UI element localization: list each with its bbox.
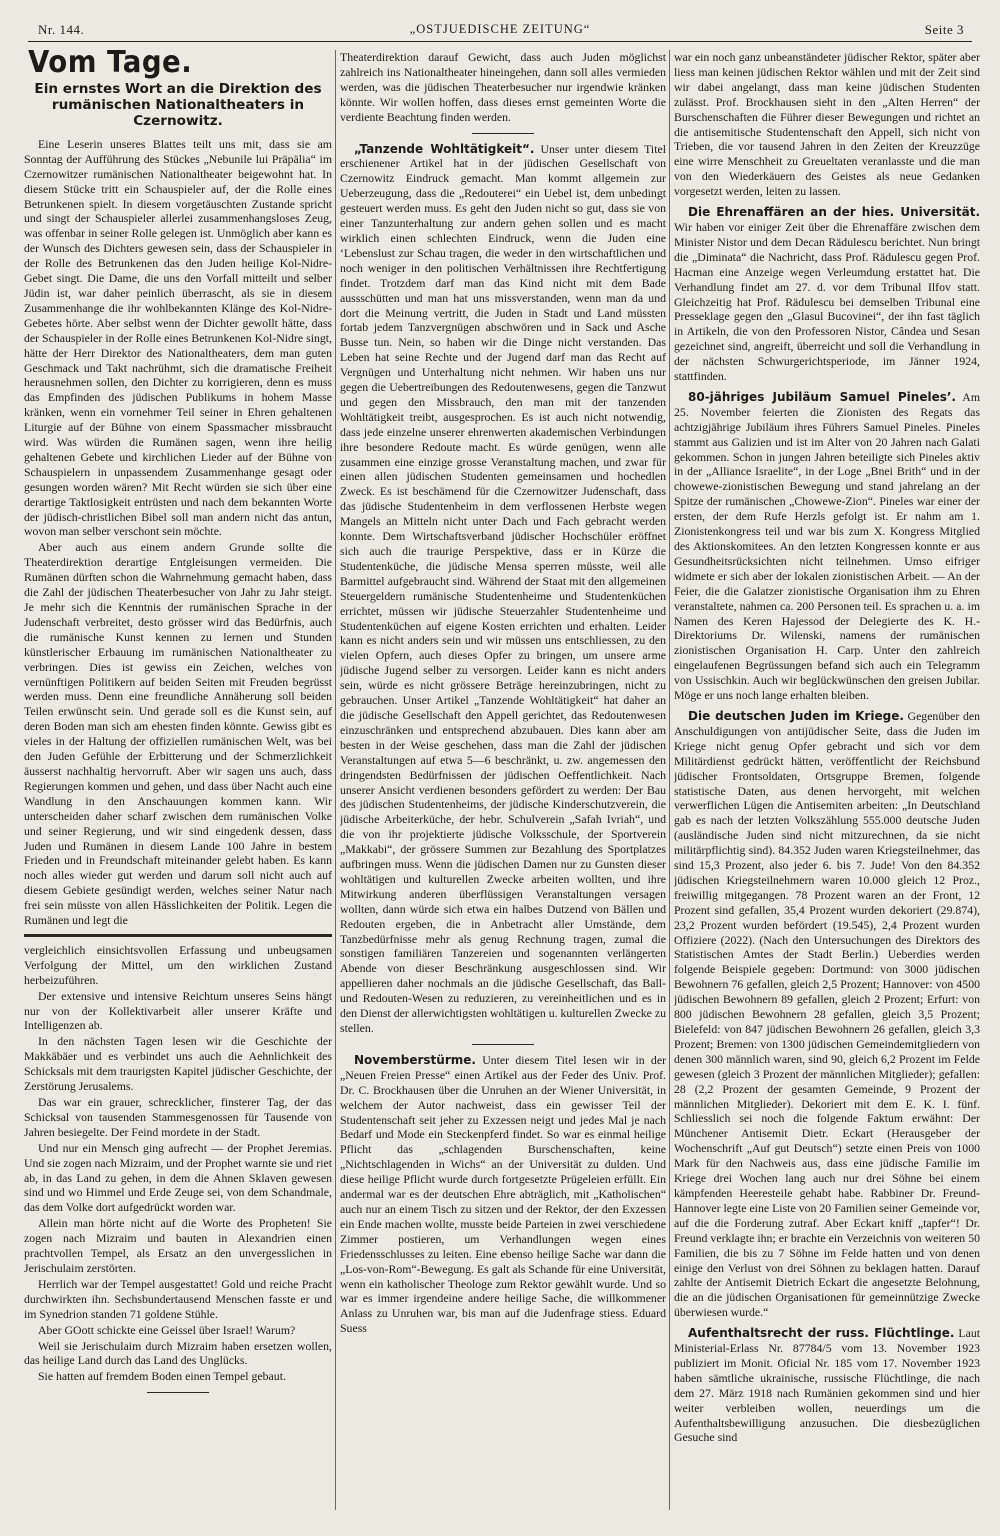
- column-divider: [335, 50, 336, 1510]
- article-paragraph: Eine Leserin unseres Blattes teilt uns mit, dass sie am Sonntag der Aufführung des Stückes „Nebunile lui Präpälia“ im Czernowitzer rumänischen Nationaltheater beigewohnt hat. In diesem Stücke tritt ein Schauspieler auf, der die Rolle eines Betrunkenen spielt. In diesem vorgetäuschten Zustande spricht und singt der Schauspieler allerlei zusammenhangsloses Zeug, was offenbar in seiner Rolle gelegen ist. Unmöglich aber kann es der Wunsch des Dichters gewesen sein, dass der Schauspieler in der Rolle des Betrunkenen das den Juden heilige Kol-Nidre-Gebet singt. Die Dame, die uns den Vorfall mitteilt und selber Jüdin ist, war daher peinlich überrascht, als sie in diesem Zusammenhange die ihr wohlbekannten Klänge des Kol-Nidre-Gebetes hörte. Aber selbst wenn der Dichter gewollt hätte, dass der Schauspieler in der Rolle eines Betrunkenen Kol-Nidre singt, hätte der Herr Direktor des Nationaltheaters, dem man guten Geschmack und Takt nachrühmt, sich die dramatische Freiheit herausnehmen sollen, den Dichter zu korrigieren, denn es muss das Empfinden des jüdischen Publikums in hohem Masse kränken, wenn ein vornehmer Teil seiner in Ehren gehaltenen Liturgie auf der Bühne von einem Spassmacher missbraucht wird. Was würden die Rumänen sagen, wenn ihre heilig gehaltenen Gebete und kirchlichen Lieder auf der Bühne von Schauspielern in unpassendem Zusammenhange gesagt oder gesungen worden wären? Mit Recht würden sie sich über eine derartige Taktlosigkeit entrüsten und nach dem bekannten Worte der jüdisch-christlichen Bibel soll man andern nicht das antun, wovon man selber verschont sein möchte.: [24, 136, 332, 539]
- issue-number: Nr. 144.: [38, 22, 85, 37]
- news-item: [674, 390, 980, 703]
- end-rule: [147, 1392, 209, 1393]
- news-item-title: Novemberstürme.: [354, 1052, 476, 1067]
- article-paragraph: war ein noch ganz unbeanständeter jüdischer Rektor, später aber liess man keinen jüdischen Rektor wählen und mit der Zeit sind wir dabei angelangt, dass man keine jüdischen Studenten zulässt. Prof. Brockhausen sieht in den „Alten Herren“ der Burschenschaften die Führer dieser Bewegungen und richtet an die antisemitische Studentenschaft den Appell, sich nicht von Trieben, die vor tausend Jahren in den Zeiten der Kreuzzüge eine wirre Menschheit zu Greueltaten veranlasste und die man von den Wiederkäuern des Geistes als neue Gedanken vorgesetzt werden, leiten zu lassen.: [674, 50, 980, 199]
- news-item-text: Am 25. November feierten die Zionisten des Regats das achtzigjährige Jubiläum ihres Führers Samuel Pineles. Pineles stammt aus Galizien und ist im Alter von 20 Jahren nach Galati gekommen. Schon in jungen Jahren beteiligte sich Pineles aktiv in der „Alliance Israelite“, in der Loge „Bnei Brith“ und in der chowewe-zionistischen Bewegung und stand jahrelang an der Spitze der rumänischen „Chowewe-Zion“. Pineles war einer der ersten, der dem Rufe Herzls gefolgt ist. Er nahm am 1. Zionistenkongress teil und war bis zum X. Kongress Mitglied des Aktionskomitees. An den letzten Kongressen konnte er aus Gesundheitsrücksichten nicht teilnehmen. Umso eifriger widmete er sich aber der lokalen zionistischen Arbeit. — An der Feier, die die Galatzer zionistische Organisation ihm zu Ehren veranstaltete, nahmen ca. 200 Personen teil. Es sprachen u. a. im Namen des Keren Hajessod der Delegierte des K. H.-Direktoriums Dr. Wilenski, namens der rumänischen zionistischen Organisation H. Carp. Unter den zahlreich eingelaufenen Begrüssungen befand sich auch ein Telegramm von Ussischkin. Auch wir beglückwünschen den greisen Jubilar. Möge er uns noch lange erhalten bleiben.: [674, 389, 980, 703]
- news-item-text: Unter diesem Titel lesen wir in der „Neuen Freien Presse“ einen Artikel aus der Feder des Univ. Prof. Dr. C. Brockhausen über die Unruhen an der Wiener Universität, in welchem der Autor nachweist, dass ein gewisser Teil der Studentenschaft seit jeher zu Exzessen neigt und jedes Mal je nach Bedarf und Mode ein Steckenpferd findet. So war es einmal heilige Pflicht das „schlagenden Burschenschaften, keine „Nichtschlagenden in Wichs“ an der Universität zu dulden. Und diese heilige Pflicht wurde durch fortgesetzte Prügeleien erfüllt. Ein andermal war es der deutschen Ehre abträglich, mit „Katholischen“ auch nur an einem Tisch zu sitzen und der Rektor, der den Exzessen ein Ende machen wollte, musste beide Parteien in zwei verschiedene Zimmer postieren, um Verhandlungen wegen eines Friedensschlusses zu leiten. Eine ebenso heilige Sache war dann die „Los-von-Rom“-Bewegung. Es galt als Schande für eine Universität, wenn ein katholischer Theologe zum Rektor gewählt wurde. Und so war es immer irgendeine andere heilige Sache, die willkommener Anlass zu Unruhen war, bis man auf die Judenfrage stiess. Eduard Suess: [340, 1052, 666, 1336]
- article-paragraph: Das war ein grauer, schrecklicher, finsterer Tag, der das Schicksal von tausenden Stammesgenossen für Tausende von Jahren besiegelte. Der Feind mordete in der Stadt.: [24, 1095, 332, 1139]
- page-header: [28, 20, 972, 42]
- column-1: [24, 50, 332, 1520]
- news-item-text: Unser unter diesem Titel erschienener Artikel hat in der jüdischen Gesellschaft von Czernowitz Eindruck gemacht. Man kommt allgemein zur Ueberzeugung, dass die „Redouterei“ ein Uebel ist, dem unbedingt gesteuert werden muss. Es geht den Juden nicht so gut, dass sie von einer Tanzunterhaltung zur andern gehen sollen und es macht wirklich einen schlechten Eindruck, wenn die Juden eine ‘Lebenslust zur Schau tragen, die weder in den wirtschaftlichen und noch weniger in den politischen Verhältnissen ihre Rechtfertigung findet. Trotzdem darf man das Kind nicht mit dem Bade aussschütten und man hat uns missverstanden, wenn man da und dort die Meinung vertritt, die Juden in Stadt und Land müssten fortab jedem Tanzvergnügen abschwören und in Sack und Asche Busse tun. Nein, so haben wir die Dinge nicht verstanden. Das Leben hat seine Rechte und der Jugend darf man das Recht auf Vergnügen und Unterhaltung nicht nehmen. Wir haben uns nur gegen die Uebertreibungen des Redoutenwesens, gegen die Tanzwut und gegen den Missbrauch, den man mit der tanzenden Wohltätigkeit treibt, ausgesprochen. Es ist auch nicht notwendig, dass jede einzelne unserer ehrenwerten akademischen Verbindungen ihre besondere Redoute macht. Es würde genügen, wenn alle zusammen eine einzige grosse Veranstaltung machen, und zwar für einen allen jüdischen Studenten gemeinsamen und hochedlen Zweck. Es ist beschämend für die Czernowitzer Judenschaft, dass das jüdische Studentenheim in dem verflossenen Herbste wegen Mangels an Mitteln nicht unter Dach und Fach gebracht werden konnte. Dem Wirtschaftsverband jüdischer Hochschüler eröffnet sich auch die traurige Perspektive, dass er in Kürze die Studentenküche, die jüdische Mensa sperren müsste, weil alle Barmittel aufgebraucht sind. Während der Staat mit den allgemeinen Steuergeldern rumänische Studentenheime und Studentenküchen errichtet, müssen wir jüdische Steuerzahler Studentenheime und Studentenküchen auf eigene Kosten errichten und erhalten. Leider kann es nicht anders sein und wir müssen uns entschliessen, zu den vielen Opfern, auch dieses Opfer zu bringen, um unsere arme jüdische Jugend selber zu versorgen. Leider kann es nicht anders sein, würde es nicht grössere Beträge hereinzubringen, nicht zu gebrauchen. Unser Artikel „Tanzende Wohltätigkeit“ hat daher an die jüdische Gesellschaft den Appell gerichtet, das Redoutenwesen einzuschränken und entsprechend abzubauen. Dies kann aber am besten in der Weise geschehen, dass man die Zahl der jüdischen Veranstaltungen auf etwa 5—6 beschränkt, u. zw. angemessen den dringendsten Bedürfnissen der jüdischen Oeffentlichkeit. Nach unserer Ansicht verdienen besonders gefördert zu werden: Der Bau des jüdischen Studentenheims, der jüdische Kinderschutzverein, die jüdische Arbeiterküche, der hebr. Schulverein „Safah Ivriah“, und die von ihr projektierte jüdische Volksschule, der Sportverein „Makkabi“, der grössere Summen zur Bezahlung des Sportplatzes aufbringen muss. Wenn die jüdischen Damen nur zu Gunsten dieser wohltätigen und kulturellen Zwecke arbeiten wollten, und ihre Mitwirkung anderen überflüssigen Veranstaltungen versagen wollten, dann würde sich etwa ein halbes Dutzend von Bällen und Redouten ergeben, die in Anbetracht aller Umstände, dem Tanzbedürfnisse mehr als genug Rechnung tragen, zumal die sonstigen familiären Tanzereien und sogenannten verlängerten Abende von dieser Beschränkung ausgeschlossen sind. Wir appellieren daher nochmals an die jüdische Gesellschaft, das Ball- und Redouten-Wesen zu reduzieren, zu vereinheitlichen und es in den Dienst der allerwichtigsten wohltätigen u. kulturellen Zwecke zu stellen.: [340, 141, 666, 1035]
- news-item: [674, 205, 980, 384]
- article-paragraph: In den nächsten Tagen lesen wir die Geschichte der Makkäbäer und es verbindet uns auch die Aehnlichkeit des Schicksals mit dem traurigsten Kapitel jüdischer Geschichte, der Zerstörung Jerusalems.: [24, 1034, 332, 1094]
- news-item: [340, 142, 666, 1036]
- article-headline: Ein ernstes Wort an die Direktion des rumänischen Nationaltheaters in Czernowitz.: [34, 80, 322, 129]
- article-paragraph: Aber auch aus einem andern Grunde sollte die Theaterdirektion derartige Entgleisungen vermeiden. Die Rumänen dürften schon die Wahrnehmung gemacht haben, dass die Zahl der jüdischen Theaterbesucher von Jahr zu Jahr steigt. Je mehr sich die Kenntnis der rumänischen Sprache in der Judenschaft verbreitet, desto grösser wird das Bedürfnis, auch die rumänische Kunst kennen zu lernen und Stunden künstlerischer Erbauung im rumänischen Nationaltheater zu verbringen. Dies ist gewiss ein Zeichen, welches von vernünftigen Politikern auf beiden Seiten mit Freuden begrüsst werden muss. Denn eine freundliche Annäherung soll beiden Teilen erwünscht sein. Und gerade soll es die Kunst sein, auf deren Boden man sich am ehesten finden könnte. Gewiss gibt es vieles in der Haltung der offiziellen rumänischen Welt, was bei den Juden Gefühle der Erbitterung und der Schmerzlichkeit äusserst nachhaltig hervorruft. Aber wir sagen uns auch, dass Regierungen kommen und gehen, und dass über Nacht auch eine Wandlung in den Anschauungen kommen kann. Wir unterscheiden daher scharf zwischen dem rumänischen Volke und seiner Regierung, und wir sind eingedenk dessen, dass Juden und Rumänen in diesem Lande 100 Jahre in bestem Frieden und in Freundschaft miteinander gelebt haben. Es kann noch alles wieder gut werden und darum soll nicht auch auf diesem Gebiete gesündigt werden, welches seiner Natur nach frei sein müsste von allen Hässlichkeiten der Politik. Legen die Rumänen und legt die: [24, 540, 332, 928]
- section-masthead: Vom Tage.: [28, 50, 193, 80]
- news-item-title: Die deutschen Juden im Kriege.: [688, 708, 904, 723]
- column-3: [674, 50, 980, 1520]
- news-item-title: Aufenthaltsrecht der russ. Flüchtlinge.: [688, 1326, 955, 1341]
- news-item: [674, 709, 980, 1320]
- article-paragraph: Und nur ein Mensch ging aufrecht — der Prophet Jeremias. Und sie zogen nach Mizraim, und der Prophet warnte sie und riet ab, in das Land zu gehen, in dem die Ahnen Sklaven gewesen sind und wo Himmel und Erde Zeuge sei, von dem Schandmale, das dem Volke dort aufgedrückt worden war.: [24, 1140, 332, 1215]
- article-paragraph: Aber GOott schickte eine Geissel über Israel! Warum?: [38, 1322, 296, 1337]
- article-paragraph: Sie hatten auf fremdem Boden einen Tempel gebaut.: [38, 1369, 286, 1384]
- article-divider: [472, 133, 534, 134]
- article-paragraph: Allein man hörte nicht auf die Worte des Propheten! Sie zogen nach Mizraim und bauten in Alexandrien einen prachtvollen Tempel, als Ersatz an den unvergesslichen in Jerischulaim zerstörten.: [24, 1216, 332, 1275]
- column-2: [340, 50, 666, 1520]
- article-paragraph: Theaterdirektion darauf Gewicht, dass auch Juden möglichst zahlreich ins Nationaltheater hineingehen, dann soll alles vermieden werden, was die jüdischen Theaterbesucher nur irgendwie kränken könnte. Wir wollen hoffen, dass dieses ernst gemeinten Worte die verdiente Beachtung finden werden.: [340, 50, 666, 124]
- news-item-title: Die Ehrenaffären an der hies. Universität.: [688, 205, 980, 220]
- article-paragraph: Der extensive und intensive Reichtum unseres Seins hängt nur von der Kollektivarbeit aller unserer Kräfte und Intelligenzen ab.: [24, 988, 332, 1033]
- news-item-text: Gegenüber den Anschuldigungen von antijüdischer Seite, dass die Juden im Kriege nicht genug Opfer gebracht und sich vor dem Militärdienst gedrückt hätten, veröffentlicht der Reichsbund jüdischer Frontsoldaten, Ortsgruppe Bremen, folgende statistische Daten, aus denen hervorgeht, mit welchen verwerflichen Lügen die Antisemiten arbeiten: „In Deutschland gab es nach der letzten Volkszählung 555.000 deutsche Juden (ausländische Juden sind nicht mitzurechnen, da sie nicht militärpflichtig sind). 84.352 Juden waren Kriegsteilnehmer, das sind 15,3 Prozent, also jeder 6. bis 7. Jude! Von den 84.352 jüdischen Kriegsteilnehmern waren 10.000 gleich 12 Proz., freiwillig mitgegangen. 78 Prozent waren an der Front, 12 Prozent sind gefallen, 35,4 Prozent wurden dekoriert (29.874), 23,2 Prozent wurden befördert (19.545), 2,4 Prozent wurden Offiziere (2022). (Nach den Untersuchungen des Direktors des Statistischen Amtes der Stadt Berlin.) Ueberdies werden folgende Beispiele gegeben: Dortmund: von 3000 jüdischen Bewohnern 76 gefallen, gleich 2,5 Prozent; Hannover: von 4500 jüdischen Bewohnern 89 gefallen, gleich 2 Prozent; Erfurt: von 800 jüdischen Bewohnern 28 gefallen, gleich 3,5 Prozent; Bielefeld: von 847 jüdischen Bewohnern 26 gefallen, gleich 3,3 Prozent; Bremen: von 1300 jüdischen Gemeindemitgliedern von denen 300 männlich waren, sind 90, gleich 6,2 Prozent im Felde gewesen (gleich 3 Prozent der männlichen Mitglieder); gefallen: 28 (2,2 Prozent der gesamten Gemeinde, 9 Prozent der männlichen Mitglieder). Dekoriert mit dem E. K. I. fünf. Schliesslich sei noch die folgende Faktum erwähnt: Der Münchener Antisemit Dietr. Eckart (Herausgeber der Wochenschrift „Auf gut Deutsch“) setzte einen Preis von 1000 Mark für den Nachweis aus, dass eine jüdische Familie im Kriege drei Wochen lang auch nur drei Söhne bei einem kämpfenden Heeresteile gehabt habe. Rabbiner Dr. Freund-Hannover legte eine Liste von 20 Familien seiner Gemeinde vor, auf die die Forderung zutraf. Aber Eckart kniff „tapfer“! Dr. Freund verklagte ihn; er brachte ein Verzeichnis von weiteren 50 Familien, die bis zu 7 Söhne im Felde hatten und von denen einige den Verlust von drei Söhnen zu beklagen hatten. Darauf zahlte der Antisemit Dietrich Eckart die angesetzte Belohnung, die an die jüdischen Organisationen für gemeinnützige Zwecke überwiesen wurde.“: [674, 708, 980, 1320]
- article-divider: [472, 1044, 534, 1045]
- article-paragraph: Herrlich war der Tempel ausgestattet! Gold und reiche Pracht durchwirkten ihn. Sechsbundertausend Menschen fasste er und im Synedrion standen 71 goldene Stühle.: [24, 1276, 332, 1321]
- news-item-title: „Tanzende Wohltätigkeit“.: [354, 141, 535, 156]
- news-item: [674, 1326, 980, 1445]
- news-item-text: Laut Ministerial-Erlass Nr. 87784/5 vom 13. November 1923 publiziert im Monit. Oficial Nr. 185 vom 17. November 1923 haben sämtliche ukrainische, russische Flüchtlinge, die nach dem 27. März 1918 nach Rumänien gekommen sind und hier weiter verbleiben wollen, neuerdings um die Aufenthaltsbewilligung anzusuchen. Die diesbezüglichen Gesuche sind: [674, 1326, 980, 1445]
- news-item: [340, 1053, 666, 1336]
- article-paragraph: vergleichlich einsichtsvollen Erfassung und unbeugsamen Verfolgung der Mittel, um den wirklichen Zustand herbeizuführen.: [24, 942, 332, 987]
- news-item-text: Wir haben vor einiger Zeit über die Ehrenaffäre zwischen dem Minister Nistor und dem Decan Rädulescu berichtet. Nun bringt die „Diminata“ die Nachricht, dass Prof. Rädulescu gegen Prof. Hacman eine Anzeige wegen Verleumdung erstattet hat. Die Verhandlung findet am 27. d. vor dem Tribunal Ilfov statt. Gleichzeitig hat Prof. Rädulescu bei demselben Tribunal eine Presseklage gegen den „Glasul Bucovinei“, der ihn fast täglich in Artikeln, die von den Professoren Nistor, Cândea und Sesan gezeichnet sind, angreift, überreicht und soll die Verhandlung in der nächsten Schwurgerichtsperiode, im Jänner 1924, stattfinden.: [674, 219, 980, 384]
- column-divider: [669, 50, 670, 1510]
- page-number: Seite 3: [924, 22, 964, 37]
- article-paragraph: Weil sie Jerischulaim durch Mizraim haben ersetzen wollen, das heilige Land durch das Land des Unglücks.: [24, 1338, 332, 1368]
- news-item-title: 80-jähriges Jubiläum Samuel Pineles’.: [688, 389, 956, 404]
- article-divider: [24, 934, 332, 937]
- newspaper-title: „OSTJUEDISCHE ZEITUNG“: [409, 22, 591, 36]
